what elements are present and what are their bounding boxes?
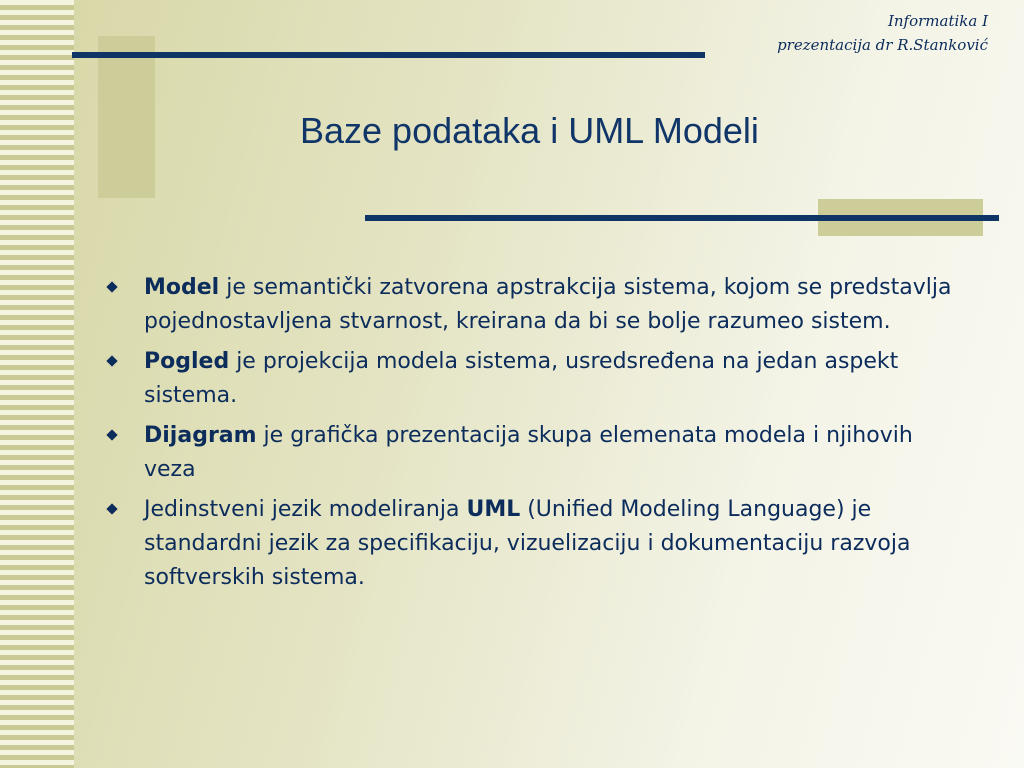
header-note: [688, 9, 988, 57]
diamond-bullet-icon: [106, 355, 117, 366]
bullet-term: Pogled: [144, 349, 230, 374]
decorative-block-left: [98, 36, 155, 198]
header-author: prezentacija dr R.Stanković: [777, 36, 988, 54]
bullet-text: (Unified Modeling Language) je standardni jezik za specifikaciju, vizuelizaciju i dokumentaciju razvoja softverskih sistema.: [144, 497, 911, 590]
bullet-item-model: [108, 271, 968, 339]
decorative-stripes: [0, 0, 74, 768]
bullet-list: [108, 271, 968, 601]
bullet-text: je semantički zatvorena apstrakcija sistema, kojom se predstavlja pojednostavljena stvarnost, kreirana da bi se bolje razumeo sistem.: [144, 275, 952, 334]
title-rule: [365, 215, 999, 221]
top-rule: [72, 52, 705, 58]
bullet-text: je grafička prezentacija skupa elemenata modela i njihovih veza: [144, 423, 913, 482]
slide-title: Baze podataka i UML Modeli: [300, 110, 759, 151]
diamond-bullet-icon: [106, 429, 117, 440]
bullet-term: Dijagram: [144, 423, 257, 448]
bullet-item-pogled: [108, 345, 968, 413]
diamond-bullet-icon: [106, 503, 117, 514]
bullet-term: UML: [466, 497, 521, 522]
bullet-text: je projekcija modela sistema, usredsređena na jedan aspekt sistema.: [144, 349, 899, 408]
bullet-prefix: Jedinstveni jezik modeliranja: [144, 497, 467, 522]
diamond-bullet-icon: [106, 281, 117, 292]
header-course: Informatika I: [887, 12, 988, 30]
bullet-item-dijagram: [108, 419, 968, 487]
bullet-term: Model: [144, 275, 220, 300]
bullet-item-uml: [108, 493, 968, 595]
